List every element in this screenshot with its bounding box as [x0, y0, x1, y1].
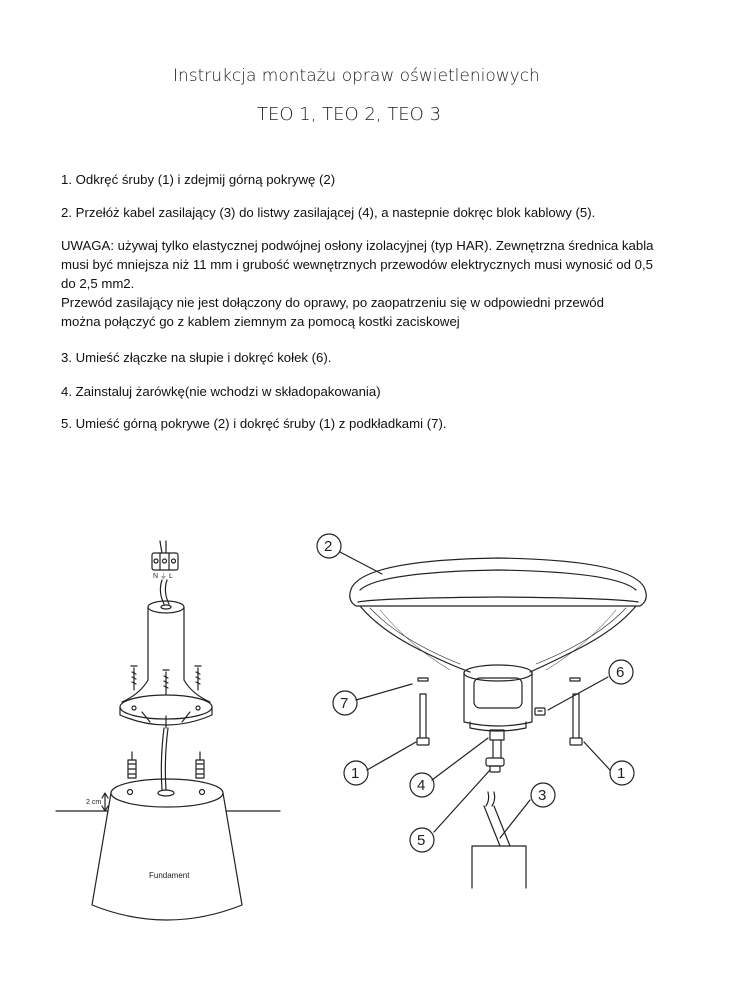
anchor-bolt-icon	[196, 752, 204, 778]
depth-dimension	[102, 793, 108, 811]
document-title: Instrukcja montażu opraw oświetleniowych	[173, 66, 540, 86]
depth-label: 2 cm	[86, 799, 102, 806]
supply-cable	[484, 792, 510, 846]
pole-mounting-diagram	[56, 541, 280, 920]
leader-line	[340, 552, 382, 574]
model-names: TEO 1, TEO 2, TEO 3	[257, 104, 442, 125]
screw-icon	[417, 694, 429, 745]
callout-label: 1	[617, 765, 626, 782]
screw-icon	[195, 666, 201, 690]
warning-line: można połączyć go z kablem ziemnym za pomocą kostki zaciskowej	[61, 314, 460, 329]
leader-line	[584, 742, 610, 770]
instruction-step-5: 5. Umieść górną pokrywe (2) i dokręć śruby (1) z podkładkami (7).	[61, 416, 447, 431]
leader-line	[356, 684, 412, 700]
callout-label: 1	[351, 765, 360, 782]
foundation-label: Fundament	[149, 871, 190, 880]
instruction-step-4: 4. Zainstaluj żarówkę(nie wchodzi w składopakowania)	[61, 384, 381, 399]
warning-line: musi być mniejsza niż 11 mm i grubość wewnętrznych przewodów elektrycznych musi wynosić od 0,5	[61, 257, 653, 272]
warning-line: do 2,5 mm2.	[61, 276, 135, 291]
screw-icon	[131, 666, 137, 690]
callout-label: 7	[340, 695, 349, 712]
grub-screw-icon	[535, 708, 545, 715]
pole-top	[472, 846, 526, 888]
terminal-marks: N ⏚ L	[153, 573, 173, 580]
leader-line	[434, 770, 490, 832]
supply-cable	[160, 580, 164, 604]
callout-label: 4	[417, 777, 426, 794]
instruction-step-3: 3. Umieść złączke na słupie i dokręć kołek (6).	[61, 350, 332, 365]
callout-label: 2	[324, 538, 333, 555]
instruction-step-2: 2. Przełóż kabel zasilający (3) do listwy zasilającej (4), a nastepnie dokręc blok kablowy (5).	[61, 205, 596, 220]
callout-label: 6	[616, 664, 625, 681]
supply-cable	[165, 580, 169, 604]
leader-line	[367, 742, 416, 770]
screw-icon	[570, 694, 582, 745]
washer-icon	[418, 678, 428, 681]
terminal-wire	[160, 541, 162, 553]
leader-line	[548, 677, 608, 710]
top-cover	[350, 558, 647, 606]
lamp-head-diagram	[317, 534, 646, 888]
leader-line	[432, 738, 488, 780]
supply-cable	[161, 728, 164, 790]
callout-label: 3	[538, 787, 547, 804]
cable-gland	[486, 758, 504, 772]
terminal-block-icon	[152, 553, 178, 570]
leader-line	[500, 800, 530, 838]
warning-line: Przewód zasilający nie jest dołączony do oprawy, po zaopatrzeniu się w odpowiedni przewód	[61, 295, 604, 310]
anchor-bolt-icon	[128, 752, 136, 778]
reflector	[360, 606, 636, 681]
pole-tube	[148, 601, 184, 680]
callout-label: 5	[417, 832, 426, 849]
warning-line: UWAGA: używaj tylko elastycznej podwójnej osłony izolacyjnej (typ HAR). Zewnętrzna średnica kabla	[61, 238, 654, 253]
screw-icon	[163, 670, 169, 694]
washer-icon	[570, 678, 580, 681]
terminal-strip	[490, 730, 504, 758]
instruction-step-1: 1. Odkręć śruby (1) i zdejmij górną pokrywę (2)	[61, 172, 336, 187]
supply-cable	[165, 728, 168, 790]
